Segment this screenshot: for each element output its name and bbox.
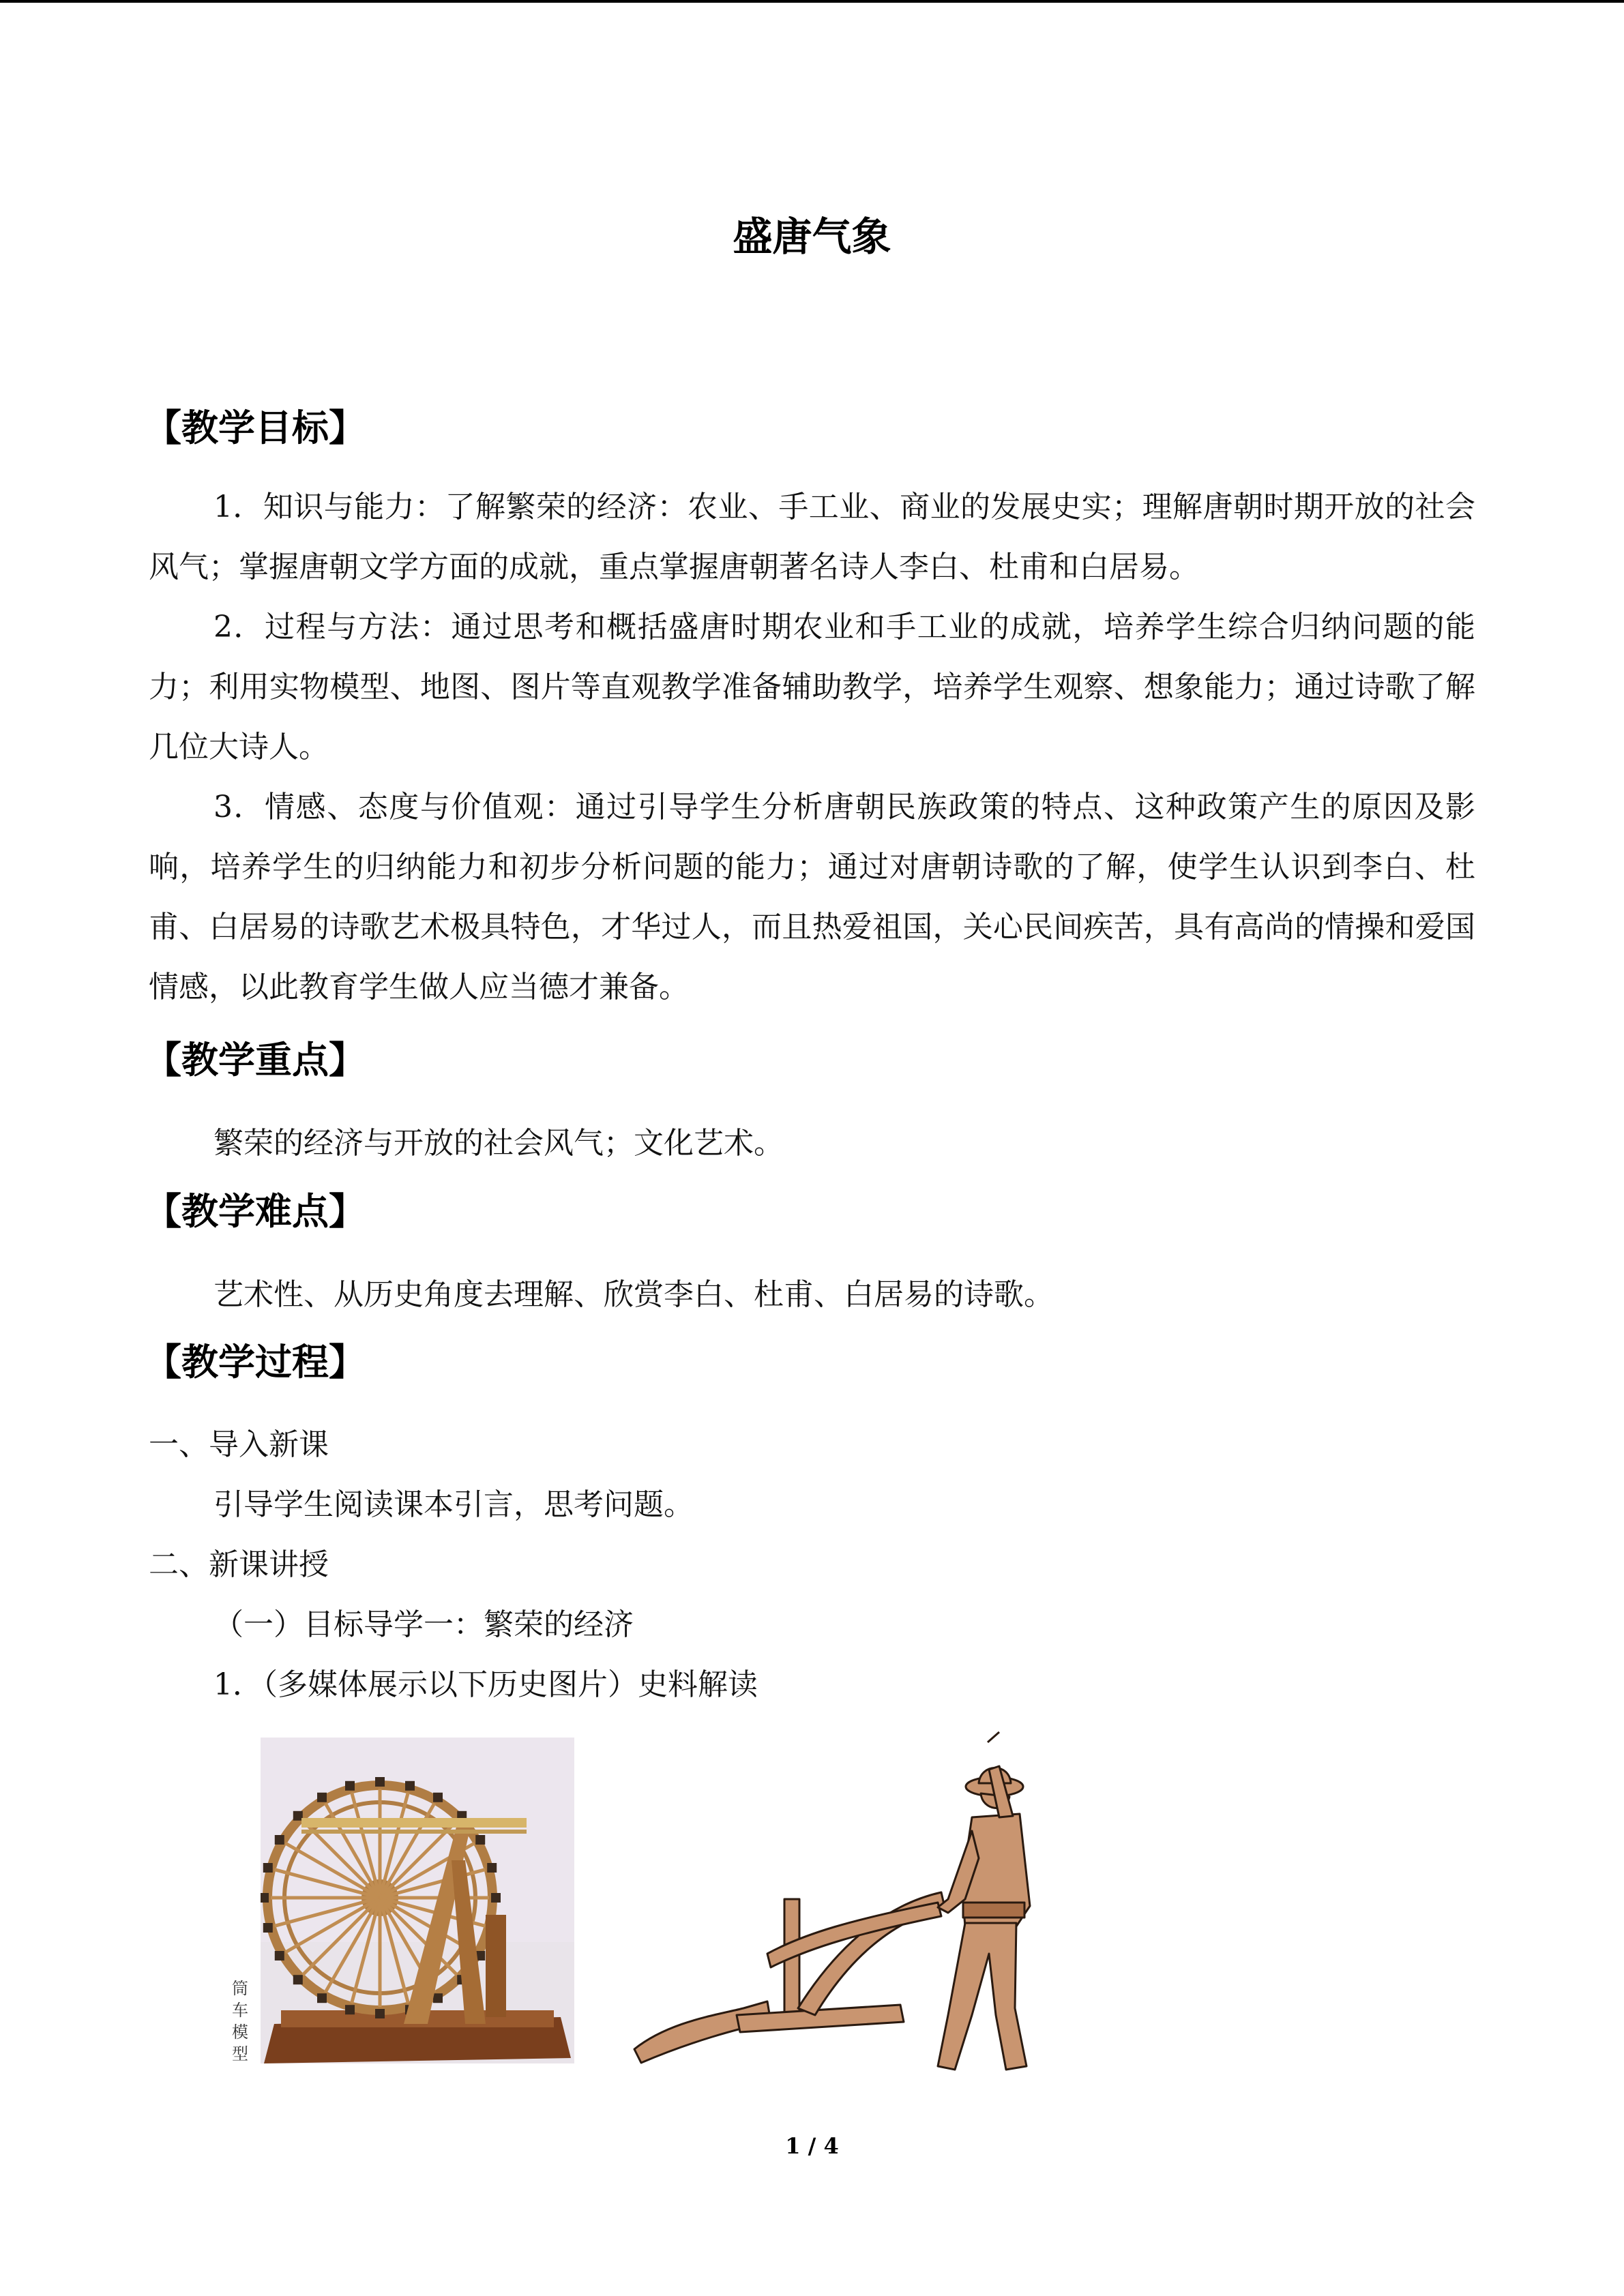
objective-item-1: 1．知识与能力：了解繁荣的经济：农业、手工业、商业的发展史实；理解唐朝时期开放的社会风气；掌握唐朝文学方面的成就，重点掌握唐朝著名诗人李白、杜甫和白居易。 [149,490,1475,584]
page-number: 1 / 4 [785,2133,839,2159]
process-sub-1-item-1: 1．（多媒体展示以下历史图片）史料解读 [213,1667,758,1702]
difficulties-text: 艺术性、从历史角度去理解、欣赏李白、杜甫、白居易的诗歌。 [213,1277,1054,1312]
heading-key-points: 【教学重点】 [145,1039,366,1082]
objective-item-2: 2．过程与方法：通过思考和概括盛唐时期农业和手工业的成就，培养学生综合归纳问题的能力；利用实物模型、地图、图片等直观教学准备辅助教学，培养学生观察、想象能力；通过诗歌了解几位大诗人。 [149,610,1475,764]
process-step-2: 二、新课讲授 [149,1547,329,1582]
plow-farmer-illustration [628,1729,1037,2083]
heading-objectives: 【教学目标】 [145,406,366,449]
process-step-1: 一、导入新课 [149,1427,329,1462]
waterwheel-caption: 筒 车 模 型 [232,1979,248,2063]
heading-difficulties: 【教学难点】 [145,1190,366,1233]
objective-item-3: 3．情感、态度与价值观：通过引导学生分析唐朝民族政策的特点、这种政策产生的原因及影响，培养学生的归纳能力和初步分析问题的能力；通过对唐朝诗歌的了解，使学生认识到李白、杜甫、白居易的诗歌艺术极具特色，才华过人，而且热爱祖国，关心民间疾苦，具有高尚的情操和爱国情感，以此教育学生做人应当德才兼备。 [149,790,1475,1004]
waterwheel-model-image [261,1738,574,2063]
process-step-1-text: 引导学生阅读课本引言，思考问题。 [213,1487,694,1522]
process-sub-1: （一）目标导学一：繁荣的经济 [213,1607,634,1642]
key-points-text: 繁荣的经济与开放的社会风气；文化艺术。 [213,1126,784,1161]
page-title: 盛唐气象 [733,213,891,260]
heading-process: 【教学过程】 [145,1341,366,1384]
page-top-border [0,0,1624,3]
